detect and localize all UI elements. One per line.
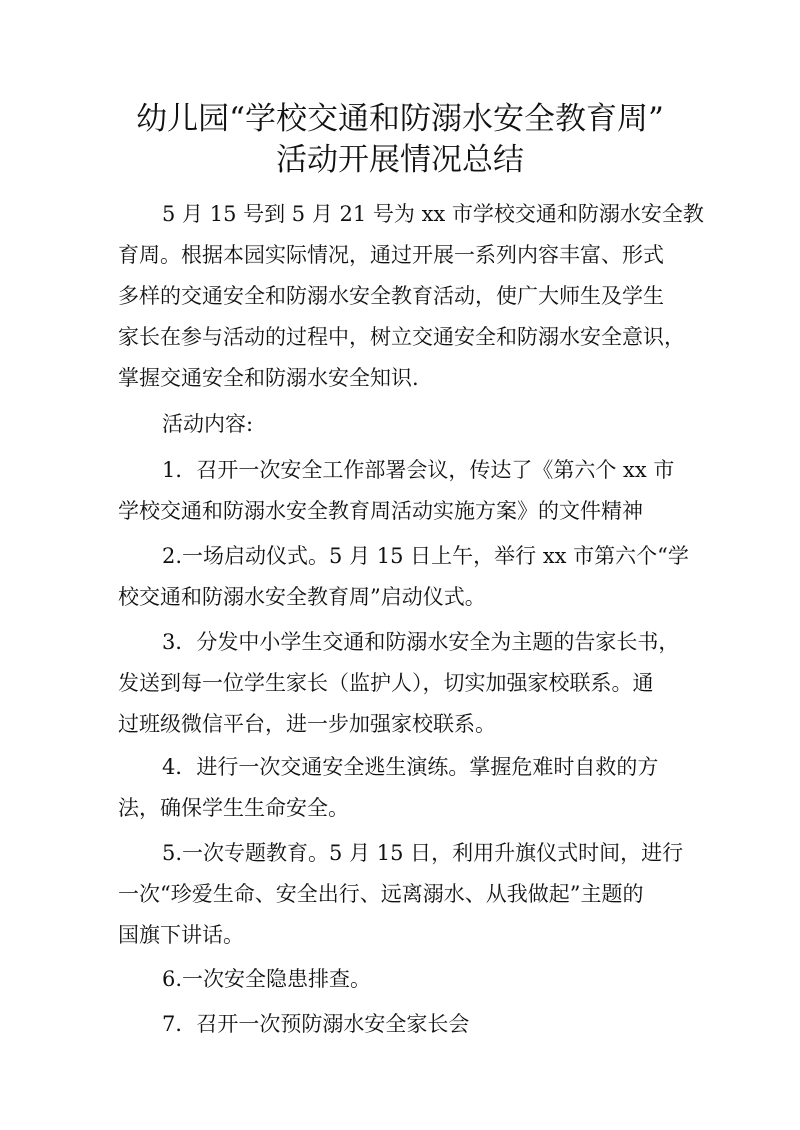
intro-paragraph-line: 育周。根据本园实际情况，通过开展一系列内容丰富、形式 xyxy=(118,243,664,267)
intro-paragraph-line: 5 月 15 号到 5 月 21 号为 xx 市学校交通和防溺水安全教 xyxy=(162,202,704,226)
item-2-line: 校交通和防溺水安全教育周”启动仪式。 xyxy=(118,585,486,609)
item-7-line: 7．召开一次预防溺水安全家长会 xyxy=(162,1012,470,1036)
item-4-line: 法，确保学生生命安全。 xyxy=(118,796,349,820)
item-2-line: 2.一场启动仪式。5 月 15 日上午，举行 xx 市第六个“学 xyxy=(162,544,689,568)
section-heading: 活动内容: xyxy=(162,412,254,436)
intro-paragraph-line: 家长在参与活动的过程中，树立交通安全和防溺水安全意识， xyxy=(118,325,685,349)
item-5-line: 国旗下讲话。 xyxy=(118,923,244,947)
intro-paragraph-line: 多样的交通安全和防溺水安全教育活动，使广大师生及学生 xyxy=(118,284,664,308)
item-5-line: 一次“珍爱生命、安全出行、远离溺水、从我做起”主题的 xyxy=(118,882,644,906)
item-1-line: 1．召开一次安全工作部署会议，传达了《第六个 xx 市 xyxy=(162,458,675,482)
item-3-line: 发送到每一位学生家长（监护人），切实加强家校联系。通 xyxy=(118,671,654,695)
item-4-line: 4．进行一次交通安全逃生演练。掌握危难时自救的方 xyxy=(162,755,659,779)
document-title-line-1: 幼儿园“学校交通和防溺水安全教育周” xyxy=(136,101,664,137)
item-3-line: 3．分发中小学生交通和防溺水安全为主题的告家长书， xyxy=(162,630,680,654)
intro-paragraph-line: 掌握交通安全和防溺水安全知识. xyxy=(118,366,419,390)
item-1-line: 学校交通和防溺水安全教育周活动实施方案》的文件精神 xyxy=(118,499,643,523)
document-title-line-2: 活动开展情况总结 xyxy=(276,142,524,178)
item-3-line: 过班级微信平台，进一步加强家校联系。 xyxy=(118,712,496,736)
item-6-line: 6.一次安全隐患排查。 xyxy=(162,967,372,991)
item-5-line: 5.一次专题教育。5 月 15 日，利用升旗仪式时间，进行 xyxy=(162,841,684,865)
